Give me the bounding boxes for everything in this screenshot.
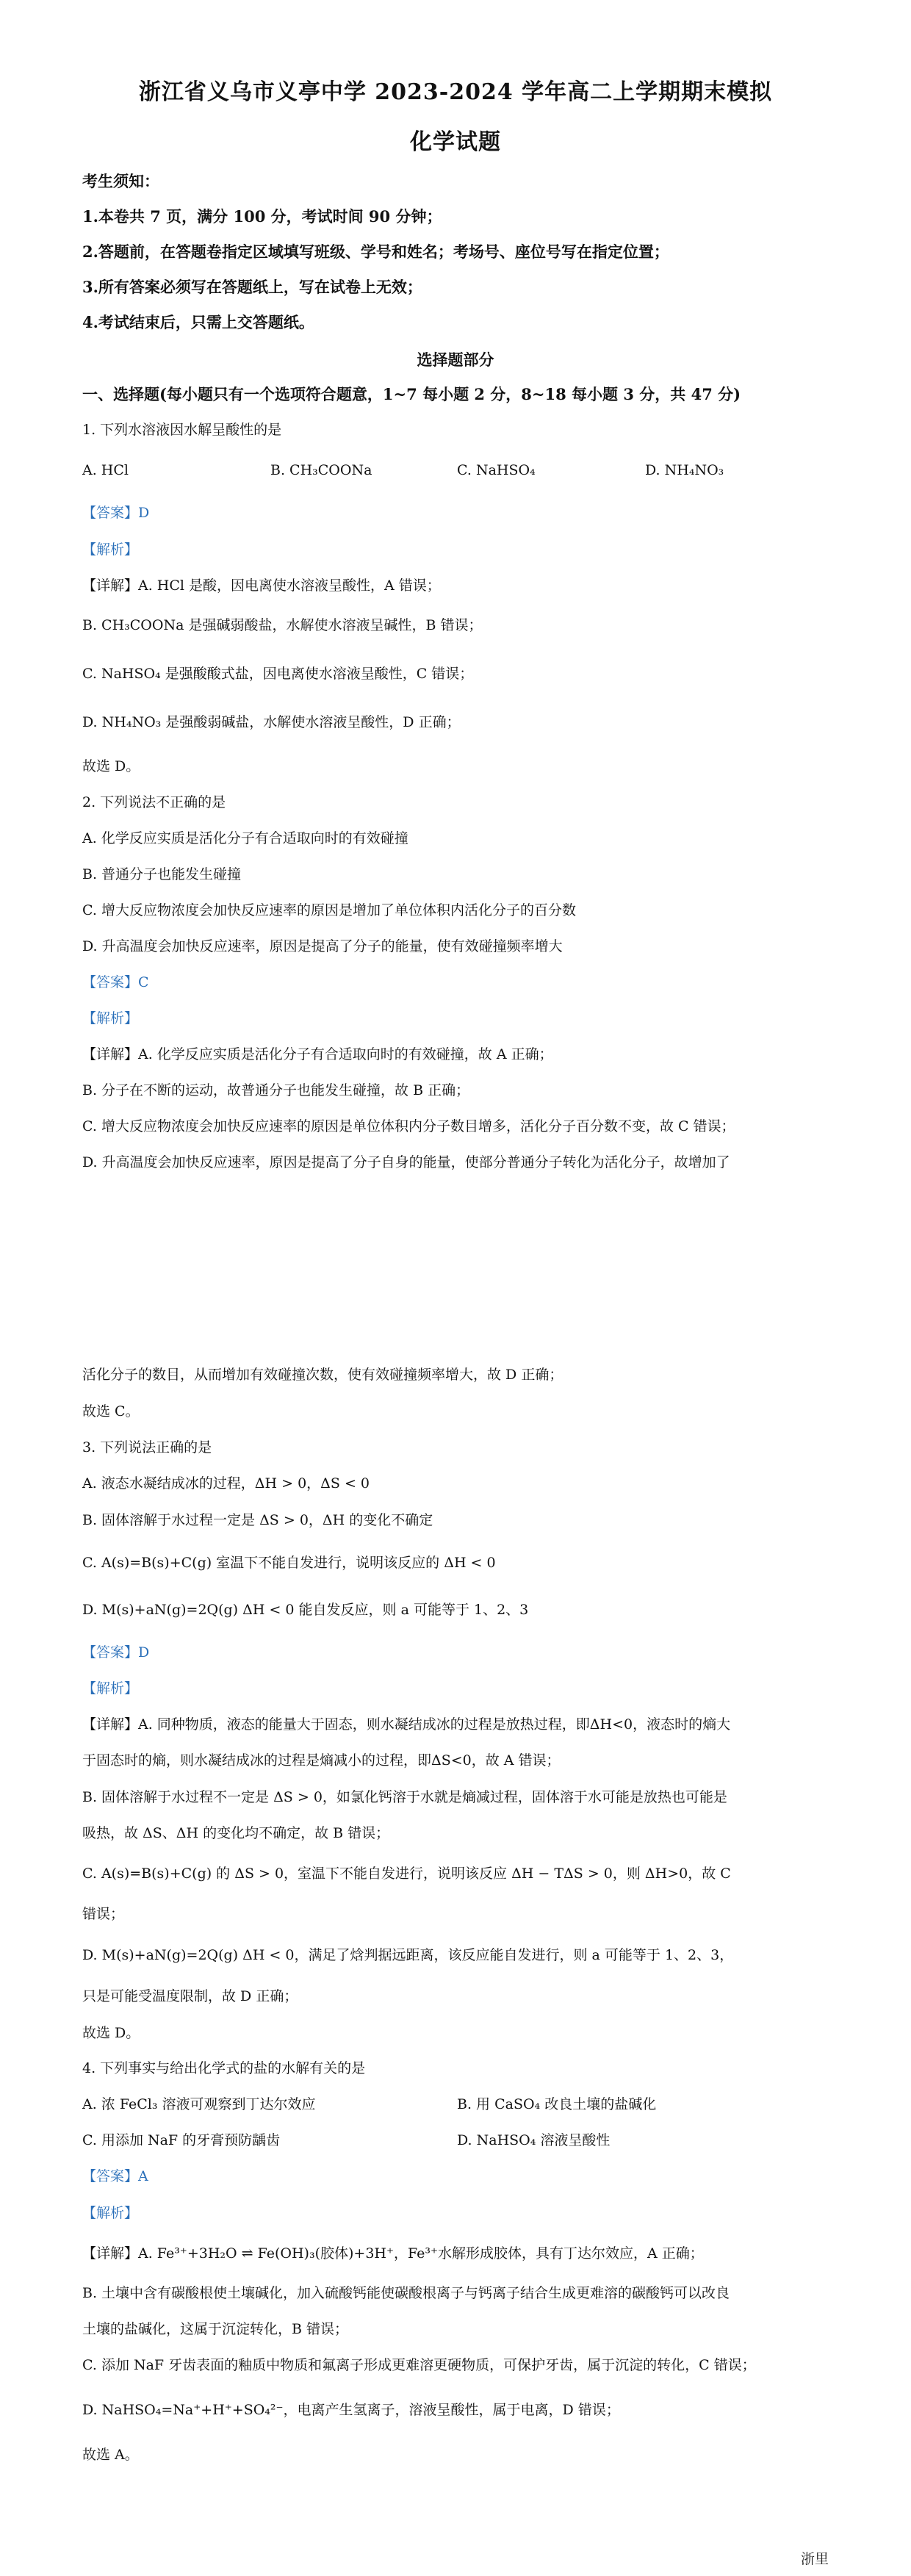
answer-label: 【答案】D — [82, 1644, 150, 1661]
option-a: A. 液态水凝结成冰的过程，ΔH > 0，ΔS < 0 — [82, 1475, 370, 1492]
detail-line: C. NaHSO₄ 是强酸酸式盐，因电离使水溶液呈酸性，C 错误； — [82, 666, 474, 682]
detail-line: 吸热，故 ΔS、ΔH 的变化均不确定，故 B 错误； — [82, 1825, 390, 1841]
option-a: A. HCl — [82, 462, 129, 478]
detail-line: 故选 C。 — [82, 1403, 140, 1420]
analysis-label: 【解析】 — [82, 2205, 139, 2221]
option-b: B. 普通分子也能发生碰撞 — [82, 866, 242, 882]
detail-line: 【详解】A. HCl 是酸，因电离使水溶液呈酸性，A 错误； — [82, 578, 441, 594]
detail-line: C. A(s)=B(s)+C(g) 的 ΔS > 0，室温下不能自发进行，说明该反应 ΔH − TΔS > 0，则 ΔH>0，故 C — [82, 1866, 731, 1882]
detail-line: 只是可能受温度限制，故 D 正确； — [82, 1988, 298, 2004]
notice-item: 2.答题前，在答题卷指定区域填写班级、学号和姓名；考场号、座位号写在指定位置； — [82, 242, 669, 261]
detail-line: 【详解】A. 化学反应实质是活化分子有合适取向时的有效碰撞，故 A 正确； — [82, 1046, 553, 1062]
notice-item: 1.本卷共 7 页，满分 100 分，考试时间 90 分钟； — [82, 207, 442, 226]
option-b: B. CH₃COONa — [270, 462, 372, 478]
answer-label: 【答案】C — [82, 974, 149, 990]
analysis-label: 【解析】 — [82, 1010, 139, 1026]
detail-line: 故选 D。 — [82, 758, 140, 774]
detail-line: B. CH₃COONa 是强碱弱酸盐，水解使水溶液呈碱性，B 错误； — [82, 617, 483, 633]
option-a: A. 化学反应实质是活化分子有合适取向时的有效碰撞 — [82, 830, 408, 846]
detail-line: D. M(s)+aN(g)=2Q(g) ΔH < 0，满足了焓判据远距离，该反应能自发进行，则 a 可能等于 1、2、3， — [82, 1947, 734, 1963]
detail-line: B. 固体溶解于水过程不一定是 ΔS > 0，如氯化钙溶于水就是熵减过程，固体溶于水可能是放热也可能是 — [82, 1789, 727, 1805]
option-d: D. 升高温度会加快反应速率，原因是提高了分子的能量，使有效碰撞频率增大 — [82, 938, 563, 954]
detail-line: 故选 D。 — [82, 2025, 140, 2041]
option-c: C. 用添加 NaF 的牙膏预防龋齿 — [82, 2132, 281, 2148]
detail-line: D. NaHSO₄=Na⁺+H⁺+SO₄²⁻，电离产生氢离子，溶液呈酸性，属于电离，D 错误； — [82, 2402, 620, 2418]
answer-label: 【答案】D — [82, 505, 150, 521]
part-title: 选择题部分 — [417, 350, 494, 369]
option-d: D. M(s)+aN(g)=2Q(g) ΔH < 0 能自发反应，则 a 可能等于 1、2、3 — [82, 1602, 529, 1618]
detail-line: 活化分子的数目，从而增加有效碰撞次数，使有效碰撞频率增大，故 D 正确； — [82, 1367, 563, 1383]
question-stem: 3. 下列说法正确的是 — [82, 1439, 212, 1456]
page-title: 浙江省义乌市义亭中学 2023-2024 学年高二上学期期末模拟 — [138, 79, 773, 105]
option-d: D. NaHSO₄ 溶液呈酸性 — [457, 2132, 611, 2148]
footer-text: 浙里 — [800, 2551, 829, 2567]
detail-line: 于固态时的熵，则水凝结成冰的过程是熵减小的过程，即ΔS<0，故 A 错误； — [82, 1752, 561, 1769]
notice-heading: 考生须知： — [82, 172, 159, 190]
option-b: B. 用 CaSO₄ 改良土壤的盐碱化 — [457, 2096, 657, 2112]
detail-line: C. 增大反应物浓度会加快反应速率的原因是单位体积内分子数目增多，活化分子百分数不变，故 C 错误； — [82, 1118, 735, 1134]
detail-line: B. 分子在不断的运动，故普通分子也能发生碰撞，故 B 正确； — [82, 1082, 470, 1098]
option-c: C. 增大反应物浓度会加快反应速率的原因是增加了单位体积内活化分子的百分数 — [82, 902, 576, 918]
section-heading: 一、选择题(每小题只有一个选项符合题意，1~7 每小题 2 分，8~18 每小题 3 分，共 47 分) — [82, 385, 741, 403]
option-d: D. NH₄NO₃ — [645, 462, 724, 478]
option-c: C. NaHSO₄ — [457, 462, 536, 478]
option-a: A. 浓 FeCl₃ 溶液可观察到丁达尔效应 — [82, 2096, 316, 2112]
detail-line: 土壤的盐碱化，这属于沉淀转化，B 错误； — [82, 2321, 349, 2337]
question-stem: 4. 下列事实与给出化学式的盐的水解有关的是 — [82, 2060, 366, 2076]
answer-label: 【答案】A — [82, 2168, 148, 2184]
analysis-label: 【解析】 — [82, 1680, 139, 1697]
question-stem: 1. 下列水溶液因水解呈酸性的是 — [82, 422, 282, 438]
analysis-label: 【解析】 — [82, 542, 139, 558]
page-subtitle: 化学试题 — [410, 129, 501, 155]
detail-line: 错误； — [82, 1906, 125, 1922]
notice-item: 4.考试结束后，只需上交答题纸。 — [82, 313, 314, 331]
option-c: C. A(s)=B(s)+C(g) 室温下不能自发进行，说明该反应的 ΔH < 0 — [82, 1555, 496, 1571]
detail-line: B. 土壤中含有碳酸根使土壤碱化，加入硫酸钙能使碳酸根离子与钙离子结合生成更难溶的碳酸钙可以改良 — [82, 2285, 730, 2301]
detail-line: D. 升高温度会加快反应速率，原因是提高了分子自身的能量，使部分普通分子转化为活化分子，故增加了 — [82, 1154, 730, 1170]
detail-line: 【详解】A. Fe³⁺+3H₂O ⇌ Fe(OH)₃(胶体)+3H⁺，Fe³⁺水解形成胶体，具有丁达尔效应，A 正确； — [82, 2245, 704, 2262]
detail-line: C. 添加 NaF 牙齿表面的釉质中物质和氟离子形成更难溶更硬物质，可保护牙齿，属于沉淀的转化，C 错误； — [82, 2357, 756, 2373]
question-stem: 2. 下列说法不正确的是 — [82, 794, 226, 810]
notice-item: 3.所有答案必须写在答题纸上，写在试卷上无效； — [82, 278, 422, 296]
detail-line: 【详解】A. 同种物质，液态的能量大于固态，则水凝结成冰的过程是放热过程，即ΔH<0，液态时的熵大 — [82, 1716, 731, 1733]
option-b: B. 固体溶解于水过程一定是 ΔS > 0，ΔH 的变化不确定 — [82, 1512, 433, 1528]
detail-line: D. NH₄NO₃ 是强酸弱碱盐，水解使水溶液呈酸性，D 正确； — [82, 714, 461, 730]
detail-line: 故选 A。 — [82, 2447, 139, 2463]
